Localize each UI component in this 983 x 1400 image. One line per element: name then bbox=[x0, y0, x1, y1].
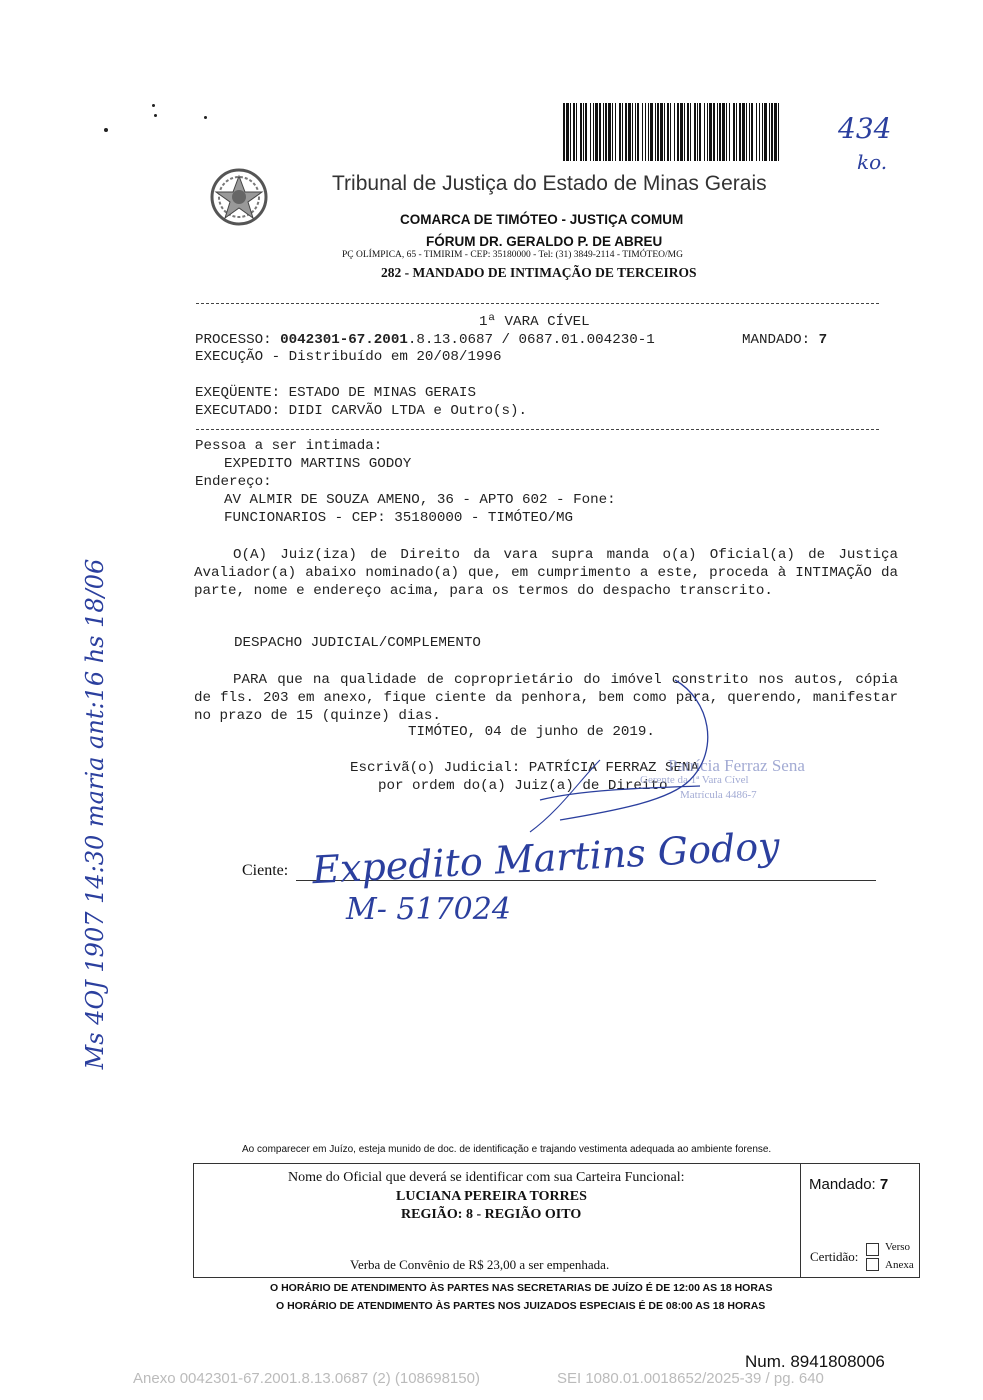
mandado-number: 7 bbox=[818, 332, 828, 348]
court-name: Tribunal de Justiça do Estado de Minas Gerais bbox=[332, 172, 767, 195]
handwritten-margin-note: Ms 4OJ 1907 14:30 maria ant:16 hs 18/06 bbox=[81, 558, 109, 1070]
stray-mark bbox=[154, 114, 157, 117]
por-ordem-line: por ordem do(a) Juiz(a) de Direito bbox=[378, 778, 668, 794]
processo-number-rest: .8.13.0687 / 0687.01.004230-1 bbox=[407, 332, 655, 348]
court-address: PÇ OLÍMPICA, 65 - TIMIRIM - CEP: 35180000 - Tel: (31) 3849-2114 - TIMÓTEO/MG bbox=[342, 250, 683, 260]
hours-juizados: O HORÁRIO DE ATENDIMENTO ÀS PARTES NOS JUIZADOS ESPECIAIS É DE 08:00 AS 18 HORAS bbox=[276, 1300, 766, 1312]
box-mandado-text: Mandado: bbox=[809, 1176, 876, 1193]
execucao-line: EXECUÇÃO - Distribuído em 20/08/1996 bbox=[195, 349, 502, 365]
handwritten-initials: ko. bbox=[857, 150, 888, 174]
stamp-line-2: Gerente da 1ª Vara Cível bbox=[640, 774, 749, 786]
separator bbox=[196, 303, 879, 304]
despacho-paragraph: PARA que na qualidade de coproprietário do imóvel constrito nos autos, cópia de fls. 203 em anexo, fique ciente da penhora, bem como para, querendo, manifestar no prazo de 15 (quinze) dias. bbox=[194, 672, 898, 724]
handwritten-id-number: M- 517024 bbox=[346, 892, 511, 927]
clerk-signature bbox=[500, 660, 740, 840]
escriva-line: Escrivã(o) Judicial: PATRÍCIA FERRAZ SENA bbox=[350, 760, 700, 776]
barcode bbox=[563, 103, 783, 161]
address-line-2: FUNCIONARIOS - CEP: 35180000 - TIMÓTEO/MG bbox=[224, 510, 574, 526]
stray-mark bbox=[204, 116, 207, 119]
officer-region: REGIÃO: 8 - REGIÃO OITO bbox=[401, 1207, 582, 1222]
processo-label: PROCESSO: bbox=[195, 332, 272, 348]
mandado-label: MANDADO: bbox=[742, 332, 811, 348]
document-num: Num. 8941808006 bbox=[745, 1352, 885, 1371]
anexo-reference: Anexo 0042301-67.2001.8.13.0687 (2) (108698150) bbox=[133, 1370, 480, 1387]
mandado-line bbox=[742, 332, 827, 348]
vara-label: 1ª VARA CÍVEL bbox=[479, 314, 590, 330]
attire-notice: Ao comparecer em Juízo, esteja munido de doc. de identificação e trajando vestimenta adequada ao ambiente forense. bbox=[242, 1144, 772, 1155]
box-mandado-label bbox=[809, 1176, 888, 1193]
date-line: TIMÓTEO, 04 de junho de 2019. bbox=[408, 724, 655, 740]
ciente-signature: Expedito Martins Godoy bbox=[311, 823, 781, 893]
hours-secretarias: O HORÁRIO DE ATENDIMENTO ÀS PARTES NAS SECRETARIAS DE JUÍZO É DE 12:00 AS 18 HORAS bbox=[270, 1282, 773, 1294]
stamp-line-1: Patrícia Ferraz Sena bbox=[668, 756, 805, 775]
person-label: Pessoa a ser intimada: bbox=[195, 438, 383, 454]
address-line-1: AV ALMIR DE SOUZA AMENO, 36 - APTO 602 - Fone: bbox=[224, 492, 616, 508]
box-mandado-number: 7 bbox=[879, 1176, 889, 1193]
officer-name: LUCIANA PEREIRA TORRES bbox=[396, 1189, 587, 1204]
separator bbox=[196, 429, 879, 430]
handwritten-page-number: 434 bbox=[838, 112, 892, 145]
processo-number: 0042301-67.2001 bbox=[280, 332, 408, 348]
verso-label: Verso bbox=[885, 1241, 911, 1253]
person-name: EXPEDITO MARTINS GODOY bbox=[224, 456, 412, 472]
anexa-label: Anexa bbox=[885, 1259, 914, 1271]
certidao-label: Certidão: bbox=[810, 1249, 859, 1264]
stray-mark bbox=[104, 128, 108, 132]
intimation-paragraph: O(A) Juiz(iza) de Direito da vara supra manda o(a) Oficial(a) de Justiça Avaliador(a) abaixo nominado(a) que, em cumprimento a este, proceda à INTIMAÇÃO da parte, nome e endereço acima, para os termos do despacho transcrito. bbox=[194, 547, 898, 599]
document-title: 282 - MANDADO DE INTIMAÇÃO DE TERCEIROS bbox=[381, 265, 697, 280]
processo-line bbox=[195, 332, 655, 348]
verba-text: Verba de Convênio de R$ 23,00 a ser empenhada. bbox=[350, 1257, 610, 1272]
ciente-label: Ciente: bbox=[242, 862, 289, 879]
address-label: Endereço: bbox=[195, 474, 272, 490]
officer-box bbox=[193, 1163, 920, 1278]
comarca-title: COMARCA DE TIMÓTEO - JUSTIÇA COMUM bbox=[400, 212, 684, 227]
coat-of-arms-icon bbox=[204, 166, 274, 228]
stamp-line-3: Matrícula 4486-7 bbox=[680, 789, 757, 801]
anexa-checkbox[interactable] bbox=[866, 1258, 879, 1271]
executado-line: EXECUTADO: DIDI CARVÃO LTDA e Outro(s). bbox=[195, 403, 528, 419]
forum-title: FÓRUM DR. GERALDO P. DE ABREU bbox=[426, 234, 663, 249]
stray-mark bbox=[152, 104, 155, 107]
verso-checkbox[interactable] bbox=[866, 1243, 879, 1256]
officer-label: Nome do Oficial que deverá se identificar com sua Carteira Funcional: bbox=[288, 1170, 685, 1185]
officer-box-divider bbox=[800, 1164, 801, 1277]
sei-reference: SEI 1080.01.0018652/2025-39 / pg. 640 bbox=[557, 1370, 824, 1387]
exequente-line: EXEQÜENTE: ESTADO DE MINAS GERAIS bbox=[195, 385, 476, 401]
despacho-title: DESPACHO JUDICIAL/COMPLEMENTO bbox=[234, 635, 481, 651]
